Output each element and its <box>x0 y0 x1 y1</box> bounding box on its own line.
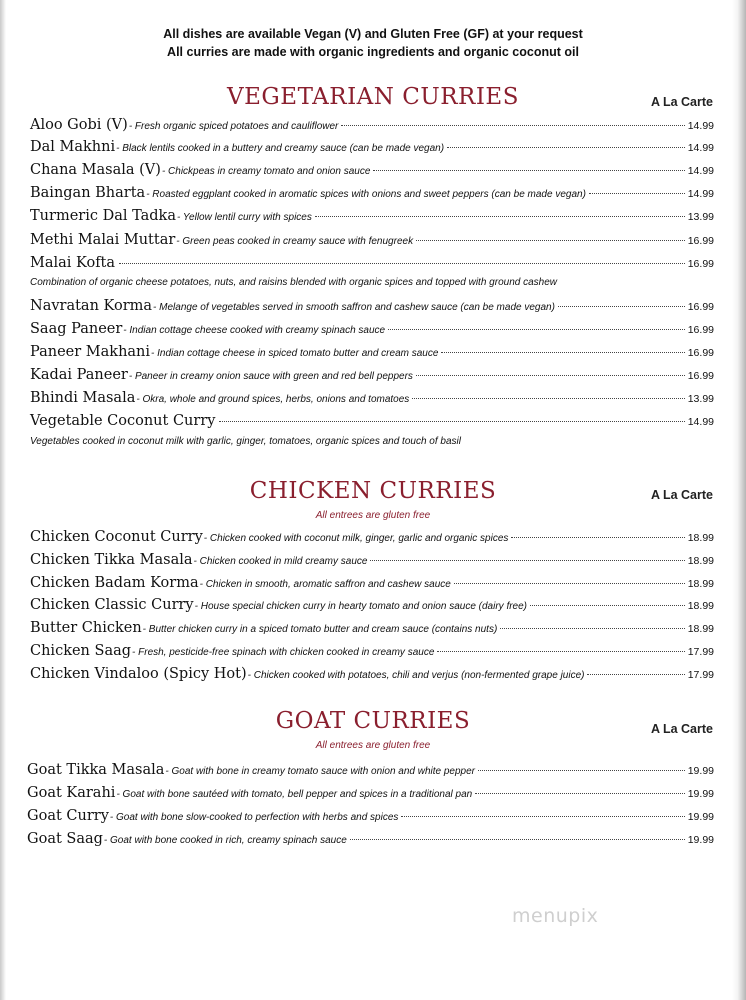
menu-item <box>27 785 714 801</box>
leader-dots <box>388 329 685 330</box>
item-desc: - Paneer in creamy onion sauce with green and red bell peppers <box>128 371 413 382</box>
menu-item <box>30 643 714 659</box>
item-desc: - Okra, whole and ground spices, herbs, onions and tomatoes <box>136 394 410 405</box>
item-desc: - Chicken in smooth, aromatic saffron and cashew sauce <box>199 579 451 590</box>
item-name: Goat Tikka Masala <box>27 762 165 778</box>
ala-carte-label: A La Carte <box>650 488 713 502</box>
section-note-chicken: All entrees are gluten free <box>315 510 431 521</box>
item-desc: - Goat with bone in creamy tomato sauce with onion and white pepper <box>165 766 476 777</box>
leader-dots <box>412 398 684 399</box>
item-desc: - Green peas cooked in creamy sauce with fenugreek <box>176 236 414 247</box>
menu-item <box>30 413 714 429</box>
item-price: 18.99 <box>687 600 714 612</box>
item-name: Goat Curry <box>27 808 109 824</box>
leader-dots <box>315 216 685 217</box>
item-name: Malai Kofta <box>30 255 116 271</box>
item-price: 14.99 <box>687 416 714 428</box>
item-desc: - Goat with bone slow-cooked to perfection with herbs and spices <box>109 812 399 823</box>
menu-item <box>30 232 714 248</box>
ala-carte-label: A La Carte <box>650 95 713 109</box>
item-name: Kadai Paneer <box>30 367 128 383</box>
section-note-goat: All entrees are gluten free <box>315 740 431 751</box>
item-name: Chicken Saag <box>30 643 132 659</box>
leader-dots <box>119 263 685 264</box>
menu-item <box>30 575 714 591</box>
leader-dots <box>447 147 685 148</box>
menu-item <box>30 344 714 360</box>
item-price: 17.99 <box>687 669 714 681</box>
menu-item <box>30 185 714 201</box>
leader-dots <box>478 770 685 771</box>
menu-item <box>30 298 714 314</box>
notice-organic: All curries are made with organic ingredients and organic coconut oil <box>167 45 579 59</box>
item-price: 19.99 <box>687 834 714 846</box>
menu-item <box>30 666 714 682</box>
menupix-watermark: menupix <box>512 905 599 927</box>
leader-dots <box>341 125 684 126</box>
leader-dots <box>511 537 684 538</box>
leader-dots <box>441 352 684 353</box>
item-desc: - House special chicken curry in hearty tomato and onion sauce (dairy free) <box>194 601 528 612</box>
item-name: Aloo Gobi (V) <box>30 117 128 133</box>
leader-dots <box>454 583 685 584</box>
menu-item <box>30 620 714 636</box>
item-price: 16.99 <box>687 324 714 336</box>
item-price: 19.99 <box>687 765 714 777</box>
menu-item <box>27 808 714 824</box>
item-desc: - Yellow lentil curry with spices <box>177 212 312 223</box>
item-desc: - Black lentils cooked in a buttery and creamy sauce (can be made vegan) <box>116 143 445 154</box>
leader-dots <box>437 651 684 652</box>
leader-dots <box>589 193 685 194</box>
menu-item <box>30 139 714 155</box>
menu-item <box>30 552 714 568</box>
item-desc: - Chicken cooked in mild creamy sauce <box>193 556 368 567</box>
item-desc: - Fresh organic spiced potatoes and cauliflower <box>128 121 339 132</box>
leader-dots <box>416 240 685 241</box>
leader-dots <box>219 421 684 422</box>
item-price: 16.99 <box>687 235 714 247</box>
leader-dots <box>558 306 685 307</box>
item-name: Chicken Coconut Curry <box>30 529 203 545</box>
item-note-malai-kofta: Combination of organic cheese potatoes, nuts, and raisins blended with organic spices and topped with ground cashew <box>30 277 557 288</box>
menu-item <box>30 597 714 613</box>
item-price: 13.99 <box>687 211 714 223</box>
section-title-vegetarian: VEGETARIAN CURRIES <box>227 84 519 110</box>
item-desc: - Chicken cooked with coconut milk, ginger, garlic and organic spices <box>203 533 509 544</box>
leader-dots <box>401 816 684 817</box>
item-desc: - Fresh, pesticide-free spinach with chicken cooked in creamy sauce <box>132 647 435 658</box>
item-desc: - Roasted eggplant cooked in aromatic spices with onions and sweet peppers (can be made vegan) <box>146 189 586 200</box>
item-price: 18.99 <box>687 555 714 567</box>
item-name: Methi Malai Muttar <box>30 232 176 248</box>
item-price: 14.99 <box>687 142 714 154</box>
menu-item <box>30 117 714 133</box>
item-price: 18.99 <box>687 578 714 590</box>
menu-item <box>30 367 714 383</box>
item-name: Goat Karahi <box>27 785 116 801</box>
item-desc: - Indian cottage cheese in spiced tomato butter and cream sauce <box>151 348 439 359</box>
menu-item <box>27 762 714 778</box>
item-name: Butter Chicken <box>30 620 142 636</box>
item-name: Dal Makhni <box>30 139 116 155</box>
item-name: Saag Paneer <box>30 321 123 337</box>
item-desc: - Chicken cooked with potatoes, chili and verjus (non-fermented grape juice) <box>247 670 585 681</box>
item-price: 16.99 <box>687 370 714 382</box>
item-price: 18.99 <box>687 532 714 544</box>
item-desc: - Chickpeas in creamy tomato and onion sauce <box>161 166 371 177</box>
item-desc: - Goat with bone cooked in rich, creamy spinach sauce <box>103 835 347 846</box>
item-name: Turmeric Dal Tadka <box>30 208 176 224</box>
item-name: Bhindi Masala <box>30 390 136 406</box>
menu-item <box>30 208 714 224</box>
section-title-goat: GOAT CURRIES <box>275 708 471 734</box>
item-price: 14.99 <box>687 165 714 177</box>
leader-dots <box>373 170 684 171</box>
item-price: 18.99 <box>687 623 714 635</box>
section-title-chicken: CHICKEN CURRIES <box>249 478 497 504</box>
item-name: Chicken Badam Korma <box>30 575 199 591</box>
item-price: 17.99 <box>687 646 714 658</box>
menu-item <box>30 255 714 271</box>
leader-dots <box>500 628 684 629</box>
item-note-coconut-curry: Vegetables cooked in coconut milk with garlic, ginger, tomatoes, organic spices and touch of basil <box>30 436 461 447</box>
leader-dots <box>416 375 685 376</box>
item-name: Chana Masala (V) <box>30 162 161 178</box>
menu-item <box>30 390 714 406</box>
item-price: 16.99 <box>687 301 714 313</box>
item-name: Paneer Makhani <box>30 344 151 360</box>
leader-dots <box>475 793 685 794</box>
item-price: 19.99 <box>687 811 714 823</box>
leader-dots <box>350 839 685 840</box>
menu-item <box>30 162 714 178</box>
item-name: Chicken Classic Curry <box>30 597 194 613</box>
item-name: Baingan Bharta <box>30 185 146 201</box>
item-price: 16.99 <box>687 347 714 359</box>
leader-dots <box>530 605 685 606</box>
leader-dots <box>370 560 684 561</box>
item-price: 16.99 <box>687 258 714 270</box>
item-name: Vegetable Coconut Curry <box>30 413 216 429</box>
notice-vegan-gf: All dishes are available Vegan (V) and Gluten Free (GF) at your request <box>163 27 583 41</box>
item-name: Chicken Tikka Masala <box>30 552 193 568</box>
item-name: Goat Saag <box>27 831 103 847</box>
item-name: Chicken Vindaloo (Spicy Hot) <box>30 666 247 682</box>
ala-carte-label: A La Carte <box>650 722 713 736</box>
item-desc: - Melange of vegetables served in smooth saffron and cashew sauce (can be made vegan) <box>153 302 555 313</box>
item-name: Navratan Korma <box>30 298 153 314</box>
menu-item <box>27 831 714 847</box>
item-desc: - Butter chicken curry in a spiced tomato butter and cream sauce (contains nuts) <box>142 624 498 635</box>
menu-item <box>30 321 714 337</box>
item-price: 13.99 <box>687 393 714 405</box>
item-price: 14.99 <box>687 120 714 132</box>
item-desc: - Indian cottage cheese cooked with creamy spinach sauce <box>123 325 386 336</box>
item-price: 19.99 <box>687 788 714 800</box>
item-desc: - Goat with bone sautéed with tomato, bell pepper and spices in a traditional pan <box>116 789 473 800</box>
menu-item <box>30 529 714 545</box>
leader-dots <box>587 674 684 675</box>
item-price: 14.99 <box>687 188 714 200</box>
